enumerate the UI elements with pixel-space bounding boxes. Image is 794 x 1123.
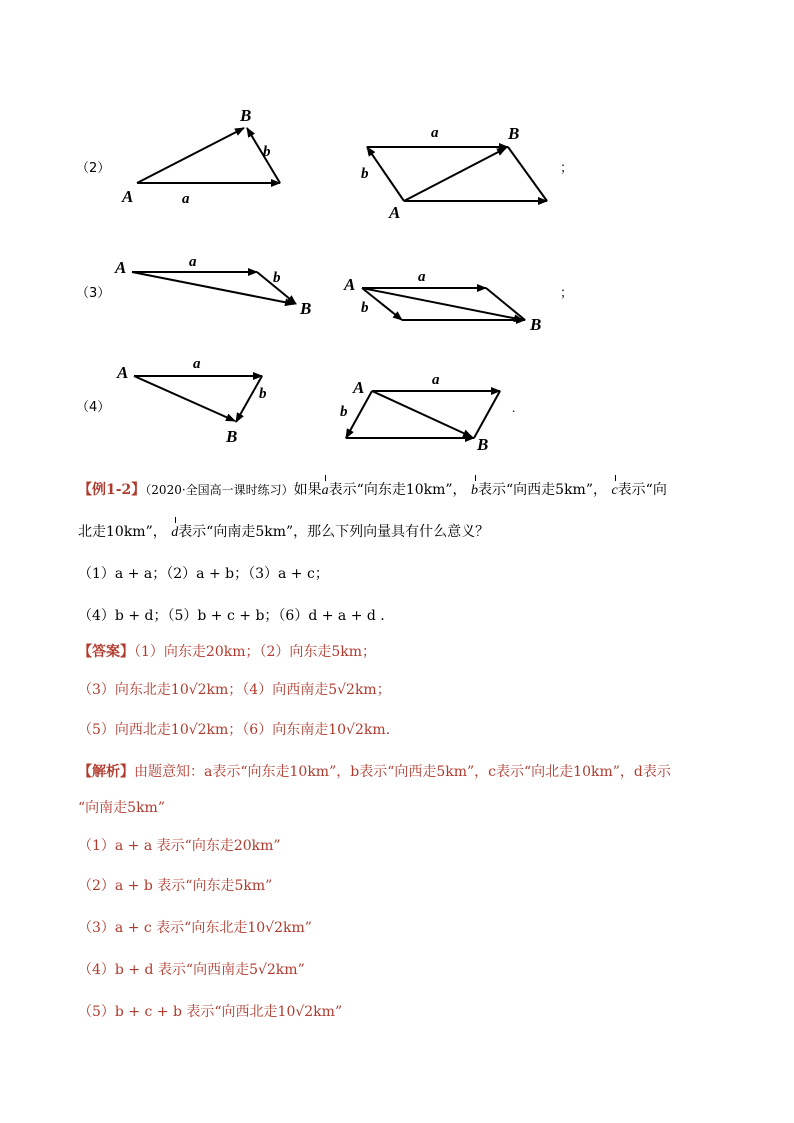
analysis-item-4 (78, 960, 305, 980)
vector-c: c (611, 481, 617, 501)
point-A: A (115, 258, 127, 277)
label-b: b (361, 300, 369, 316)
label-b: b (259, 386, 267, 402)
figure-2-parallelogram (361, 124, 573, 222)
analysis-item-2 (78, 876, 272, 896)
item-2: （2）a + b； (166, 566, 249, 582)
answer-text-1: （1）向东走20km；（2）向东走5km； (134, 644, 377, 660)
semicolon: ； (560, 160, 574, 175)
analysis-item-3-text: （3）a + c 表示“向东北走10√2km” (78, 920, 312, 936)
analysis-item-1-text: （1）a + a 表示“向东走20km” (78, 838, 281, 854)
vector-a: a (322, 481, 329, 501)
point-A: A (122, 187, 134, 206)
analysis-tag: 【解析】 (78, 764, 134, 780)
vector-b: b (471, 481, 478, 501)
label-b: b (263, 144, 271, 160)
point-B: B (300, 299, 312, 318)
label-a: a (182, 191, 190, 207)
point-A: A (344, 275, 356, 294)
period: . (512, 400, 516, 415)
point-B: B (530, 315, 542, 334)
label-b: b (340, 404, 348, 420)
label-b: b (273, 270, 281, 286)
point-B: B (240, 106, 252, 125)
label-a: a (432, 372, 440, 388)
example-items-line2 (78, 606, 385, 626)
example-items-line1 (78, 564, 329, 584)
answer-line3 (78, 720, 390, 740)
answer-line1 (78, 642, 376, 662)
example-source: （2020·全国高一课时练习） (145, 483, 294, 497)
label-b: b (361, 166, 369, 182)
analysis-intro-text-2: “向南走5km” (78, 800, 165, 816)
answer-tag: 【答案】 (78, 644, 134, 660)
q-c-desc: 表示“向 (617, 482, 667, 498)
point-B: B (477, 435, 489, 454)
analysis-intro-text: 由题意知：a表示“向东走10km”，b表示“向西走5km”，c表示“向北走10km”，d表示 (134, 764, 671, 780)
figure-3-parallelogram (343, 269, 573, 334)
analysis-item-1 (78, 836, 281, 856)
item-5: （5）b + c + b； (167, 608, 279, 624)
figure-4-triangle (116, 356, 267, 446)
answer-line2 (78, 680, 391, 700)
figure-4-parallelogram (340, 372, 515, 454)
row-label-4: （4） (76, 400, 111, 415)
point-B: B (226, 427, 238, 446)
row-label-2: （2） (76, 161, 111, 176)
point-B: B (508, 124, 520, 143)
example-title: 【例1-2】 (78, 482, 146, 498)
analysis-item-3 (78, 918, 312, 938)
q-text-1: 如果 (293, 482, 322, 498)
point-A: A (117, 363, 129, 382)
label-a: a (189, 254, 197, 270)
semicolon: ； (560, 285, 574, 300)
point-A: A (389, 203, 401, 222)
answer-text-2: （3）向东北走10√2km；（4）向西南走5√2km； (78, 682, 391, 698)
example-question-line2 (78, 522, 489, 543)
item-3: （3）a + c； (248, 566, 329, 582)
label-a: a (193, 356, 201, 372)
figure-3-triangle (114, 254, 311, 318)
row-label-3: （3） (76, 286, 111, 301)
item-4: （4）b + d； (78, 608, 168, 624)
q-d-desc: 表示“向南走5km”，那么下列向量具有什么意义？ (178, 524, 490, 540)
example-question-line1 (78, 480, 667, 501)
analysis-item-4-text: （4）b + d 表示“向西南走5√2km” (78, 962, 305, 978)
point-A: A (353, 378, 365, 397)
analysis-intro (78, 762, 671, 782)
item-6: （6）d + a + d . (278, 608, 385, 624)
label-a: a (418, 269, 426, 285)
figure-2-triangle (121, 106, 280, 207)
q-b-desc: 表示“向西走5km”， (478, 482, 607, 498)
analysis-item-5 (78, 1002, 342, 1022)
vector-figures (0, 0, 794, 460)
q-line2-start: 北走10km”， (78, 524, 167, 540)
q-a-desc: 表示“向东走10km”， (328, 482, 467, 498)
vector-d: d (171, 523, 178, 543)
label-a: a (431, 125, 439, 141)
analysis-intro-2 (78, 798, 165, 818)
analysis-item-2-text: （2）a + b 表示“向东走5km” (78, 878, 273, 894)
item-1: （1）a + a； (78, 566, 167, 582)
answer-text-3: （5）向西北走10√2km；（6）向东南走10√2km. (78, 722, 391, 738)
analysis-item-5-text: （5）b + c + b 表示“向西北走10√2km” (78, 1004, 343, 1020)
